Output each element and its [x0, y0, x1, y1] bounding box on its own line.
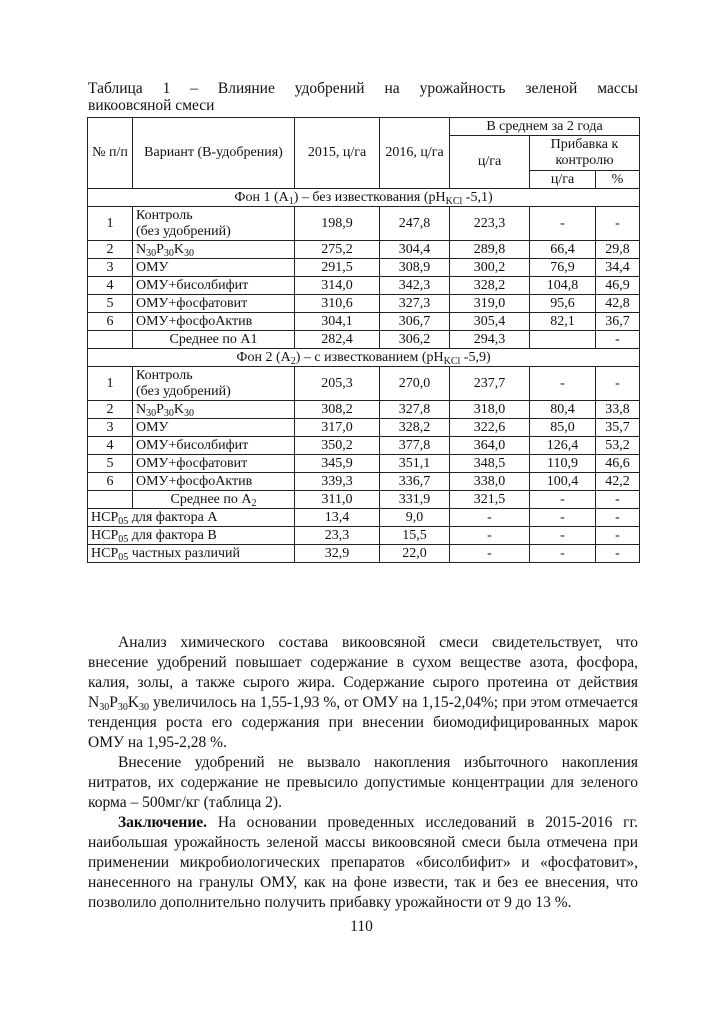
cell-value: - [596, 491, 640, 509]
cell-value: - [596, 509, 640, 527]
fon-sub: 1 [288, 195, 294, 207]
cell-value: 104,8 [530, 277, 596, 295]
variant-text-2: (без удобрений) [136, 383, 231, 399]
table-row [88, 241, 640, 259]
table-row [88, 207, 640, 241]
fon-text: -5,1) [462, 189, 493, 205]
cell-value: - [596, 527, 640, 545]
cell-value: 100,4 [530, 473, 596, 491]
nsr-sub: 05 [118, 515, 129, 527]
cell-variant: ОМУ+бисолбифит [133, 437, 295, 455]
cell-variant [133, 207, 295, 241]
cell-variant: ОМУ [133, 259, 295, 277]
cell-value: - [596, 331, 640, 349]
cell-value: 305,4 [450, 313, 530, 331]
nsr-pre: НСР [91, 509, 119, 525]
cell-empty [88, 491, 133, 509]
cell-value: 42,8 [596, 295, 640, 313]
npk-k: K [127, 694, 140, 711]
nsr-row [88, 527, 640, 545]
fon-text: ) – без известкования (pH [293, 189, 446, 205]
paragraph-3-text: На основании проведенных исследований в 2015-2016 гг. наибольшая урожайность зеленой массы викоовсяной смеси была отмечена при применении микробиологических препаратов «бисолбифит» и «фосфатовит», нанесенного на гранулы ОМУ, как на фоне извести, так и без ее внесения, что позволило дополнительно получить прибавку урожайности от 9 до 13 %. [88, 814, 638, 911]
npk-part: 30 [163, 407, 174, 419]
cell-num: 2 [88, 401, 133, 419]
cell-value: 364,0 [450, 437, 530, 455]
avg-label [133, 331, 295, 349]
cell-value: 306,7 [380, 313, 450, 331]
page-number: 110 [350, 918, 373, 935]
paragraph-1 [88, 633, 638, 753]
cell-value: - [530, 207, 596, 241]
cell-value: 46,6 [596, 455, 640, 473]
header-avg-group: В среднем за 2 года [450, 118, 640, 136]
cell-value: - [530, 509, 596, 527]
cell-value: 275,2 [295, 241, 380, 259]
cell-value: 350,2 [295, 437, 380, 455]
table-row [88, 473, 640, 491]
paragraph-1-part-a: Анализ химического состава викоовсяной смеси свидетельствует, что внесение удобрений повышает содержание в сухом веществе азота, фосфора, калия, золы, а также сырого жира. Содержание сырого протеина от действия [88, 634, 638, 691]
table-caption [88, 80, 638, 114]
nsr-pre: НСР [91, 545, 119, 561]
header-gain-group: Прибавка к контролю [530, 136, 640, 171]
cell-value: 338,0 [450, 473, 530, 491]
paragraph-2: Внесение удобрений не вызвало накопления избыточного накопления нитратов, их содержание не превысило допустимые концентрации для зеленого корма – 500мг/кг (таблица 2). [88, 754, 638, 811]
nsr-sub: 05 [118, 533, 129, 545]
cell-value: 321,5 [450, 491, 530, 509]
fon-sub: KCl [443, 355, 461, 367]
cell-value: - [596, 207, 640, 241]
cell-value: 327,8 [380, 401, 450, 419]
header-2016: 2016, ц/га [380, 118, 450, 189]
fon-1-row [88, 189, 640, 207]
table-row [88, 277, 640, 295]
table-row [88, 401, 640, 419]
cell-value: 306,2 [380, 331, 450, 349]
table-row [88, 367, 640, 401]
cell-value: - [530, 545, 596, 563]
npk-part: N [136, 241, 147, 257]
header-num: № п/п [88, 118, 133, 189]
cell-value: 29,8 [596, 241, 640, 259]
cell-value: 80,4 [530, 401, 596, 419]
cell-value: 35,7 [596, 419, 640, 437]
fon-2-row [88, 349, 640, 367]
npk-part: 30 [163, 247, 174, 259]
fon-sub: KCl [445, 195, 463, 207]
header-gain-pct: % [596, 171, 640, 189]
cell-value: 282,4 [295, 331, 380, 349]
cell-value: 342,3 [380, 277, 450, 295]
npk-part: 30 [184, 247, 195, 259]
cell-num: 5 [88, 455, 133, 473]
nsr-pre: НСР [91, 527, 119, 543]
npk-part: P [156, 401, 164, 417]
cell-empty [88, 331, 133, 349]
table-row [88, 455, 640, 473]
nsr-post: для фактора А [128, 509, 218, 525]
avg-label-sub: 2 [251, 497, 257, 509]
cell-variant: ОМУ+фосфатовит [133, 295, 295, 313]
cell-variant [133, 367, 295, 401]
fon-text: -5,9) [460, 349, 491, 365]
cell-value: 223,3 [450, 207, 530, 241]
avg-2-row [88, 491, 640, 509]
cell-value: 317,0 [295, 419, 380, 437]
nsr-row [88, 545, 640, 563]
cell-value: 36,7 [596, 313, 640, 331]
npk-part: P [156, 241, 164, 257]
cell-value: 319,0 [450, 295, 530, 313]
cell-value: 22,0 [380, 545, 450, 563]
npk-part: K [173, 401, 185, 417]
nsr-label [88, 509, 295, 527]
cell-value: 336,7 [380, 473, 450, 491]
nsr-post: для фактора В [128, 527, 217, 543]
cell-num: 4 [88, 437, 133, 455]
avg-1-row [88, 331, 640, 349]
cell-value: - [596, 545, 640, 563]
cell-value: 76,9 [530, 259, 596, 277]
cell-value: 289,8 [450, 241, 530, 259]
npk-p-sub: 30 [117, 702, 128, 713]
cell-num: 1 [88, 367, 133, 401]
cell-num: 3 [88, 259, 133, 277]
cell-value: 328,2 [450, 277, 530, 295]
cell-value: 270,0 [380, 367, 450, 401]
header-2015: 2015, ц/га [295, 118, 380, 189]
fon-text: Фон 1 (А [234, 189, 289, 205]
npk-part: 30 [146, 407, 157, 419]
table-row [88, 437, 640, 455]
npk-part: K [173, 241, 185, 257]
npk-n-sub: 30 [99, 702, 110, 713]
nsr-label [88, 527, 295, 545]
cell-value: 318,0 [450, 401, 530, 419]
cell-value: - [596, 367, 640, 401]
cell-value: 205,3 [295, 367, 380, 401]
cell-value: 300,2 [450, 259, 530, 277]
cell-variant: ОМУ+фосфоАктив [133, 313, 295, 331]
npk-n: N [88, 694, 100, 711]
cell-value: 294,3 [450, 331, 530, 349]
header-row-1 [88, 118, 640, 136]
cell-value: 33,8 [596, 401, 640, 419]
paragraph-3 [88, 813, 638, 913]
cell-value: 198,9 [295, 207, 380, 241]
npk-part: N [136, 401, 147, 417]
fon-text: ) – с известкованием (pH [295, 349, 444, 365]
cell-value: 304,1 [295, 313, 380, 331]
conclusion-label: Заключение. [118, 814, 208, 831]
npk-part: 30 [146, 247, 157, 259]
fon-sub: 2 [290, 355, 296, 367]
fon-text: Фон 2 (А [236, 349, 291, 365]
cell-value: 247,8 [380, 207, 450, 241]
cell-value: - [530, 527, 596, 545]
nsr-sub: 05 [118, 551, 129, 563]
cell-value: 46,9 [596, 277, 640, 295]
avg-label [133, 491, 295, 509]
cell-value: - [450, 527, 530, 545]
cell-value: 308,9 [380, 259, 450, 277]
cell-value: 304,4 [380, 241, 450, 259]
cell-num: 5 [88, 295, 133, 313]
cell-value: 15,5 [380, 527, 450, 545]
paragraph-1-part-b: увеличилось на 1,55-1,93 %, от ОМУ на 1,15-2,04%; при этом отмечается тенденция роста его содержания при внесении биомодифицированных марок ОМУ на 1,95-2,28 %. [88, 694, 638, 751]
nsr-post: частных различий [128, 545, 240, 561]
cell-value: 66,4 [530, 241, 596, 259]
avg-label-text: Среднее по А [170, 491, 252, 507]
variant-text-2: (без удобрений) [136, 223, 231, 239]
header-variant: Вариант (В-удобрения) [133, 118, 295, 189]
cell-value: 32,9 [295, 545, 380, 563]
cell-variant: ОМУ+фосфатовит [133, 455, 295, 473]
cell-value: - [450, 509, 530, 527]
cell-value: 377,8 [380, 437, 450, 455]
table-row [88, 419, 640, 437]
cell-value: 351,1 [380, 455, 450, 473]
cell-value: 34,4 [596, 259, 640, 277]
cell-value: 13,4 [295, 509, 380, 527]
cell-variant: ОМУ+фосфоАктив [133, 473, 295, 491]
cell-value [530, 331, 596, 349]
cell-variant [133, 401, 295, 419]
cell-num: 6 [88, 473, 133, 491]
cell-variant: ОМУ [133, 419, 295, 437]
cell-value: - [530, 491, 596, 509]
cell-value: 314,0 [295, 277, 380, 295]
table-row [88, 295, 640, 313]
cell-value: 95,6 [530, 295, 596, 313]
cell-value: 339,3 [295, 473, 380, 491]
nsr-label [88, 545, 295, 563]
cell-value: 110,9 [530, 455, 596, 473]
cell-value: 9,0 [380, 509, 450, 527]
cell-value: 348,5 [450, 455, 530, 473]
fon-2-row-label [88, 349, 640, 367]
caption-line-2: викоовсяной смеси [88, 97, 215, 114]
table-row [88, 259, 640, 277]
cell-value: - [450, 545, 530, 563]
npk-part: 30 [184, 407, 195, 419]
cell-num: 2 [88, 241, 133, 259]
fon-1-row-label [88, 189, 640, 207]
cell-value: 308,2 [295, 401, 380, 419]
variant-text: Контроль [136, 367, 193, 383]
cell-num: 4 [88, 277, 133, 295]
variant-text: Контроль [136, 207, 193, 223]
cell-value: 85,0 [530, 419, 596, 437]
cell-value: 311,0 [295, 491, 380, 509]
cell-value: - [530, 367, 596, 401]
cell-value: 237,7 [450, 367, 530, 401]
cell-value: 328,2 [380, 419, 450, 437]
npk-formula [88, 694, 149, 711]
header-gain-cga: ц/га [530, 171, 596, 189]
cell-value: 82,1 [530, 313, 596, 331]
cell-num: 3 [88, 419, 133, 437]
cell-value: 327,3 [380, 295, 450, 313]
cell-value: 126,4 [530, 437, 596, 455]
cell-value: 322,6 [450, 419, 530, 437]
cell-num: 6 [88, 313, 133, 331]
caption-line-1: Таблица 1 – Влияние удобрений на урожайность зеленой массы [88, 80, 638, 97]
cell-value: 23,3 [295, 527, 380, 545]
cell-value: 42,2 [596, 473, 640, 491]
cell-variant [133, 241, 295, 259]
cell-value: 345,9 [295, 455, 380, 473]
cell-variant: ОМУ+бисолбифит [133, 277, 295, 295]
npk-k-sub: 30 [139, 702, 150, 713]
cell-num: 1 [88, 207, 133, 241]
table-row [88, 313, 640, 331]
yield-table [87, 117, 640, 563]
avg-label-text: Среднее по А1 [169, 331, 258, 347]
body-text [88, 633, 638, 913]
nsr-row [88, 509, 640, 527]
cell-value: 310,6 [295, 295, 380, 313]
cell-value: 53,2 [596, 437, 640, 455]
npk-p: P [109, 694, 118, 711]
cell-value: 331,9 [380, 491, 450, 509]
cell-value: 291,5 [295, 259, 380, 277]
header-avg-cga: ц/га [450, 136, 530, 189]
